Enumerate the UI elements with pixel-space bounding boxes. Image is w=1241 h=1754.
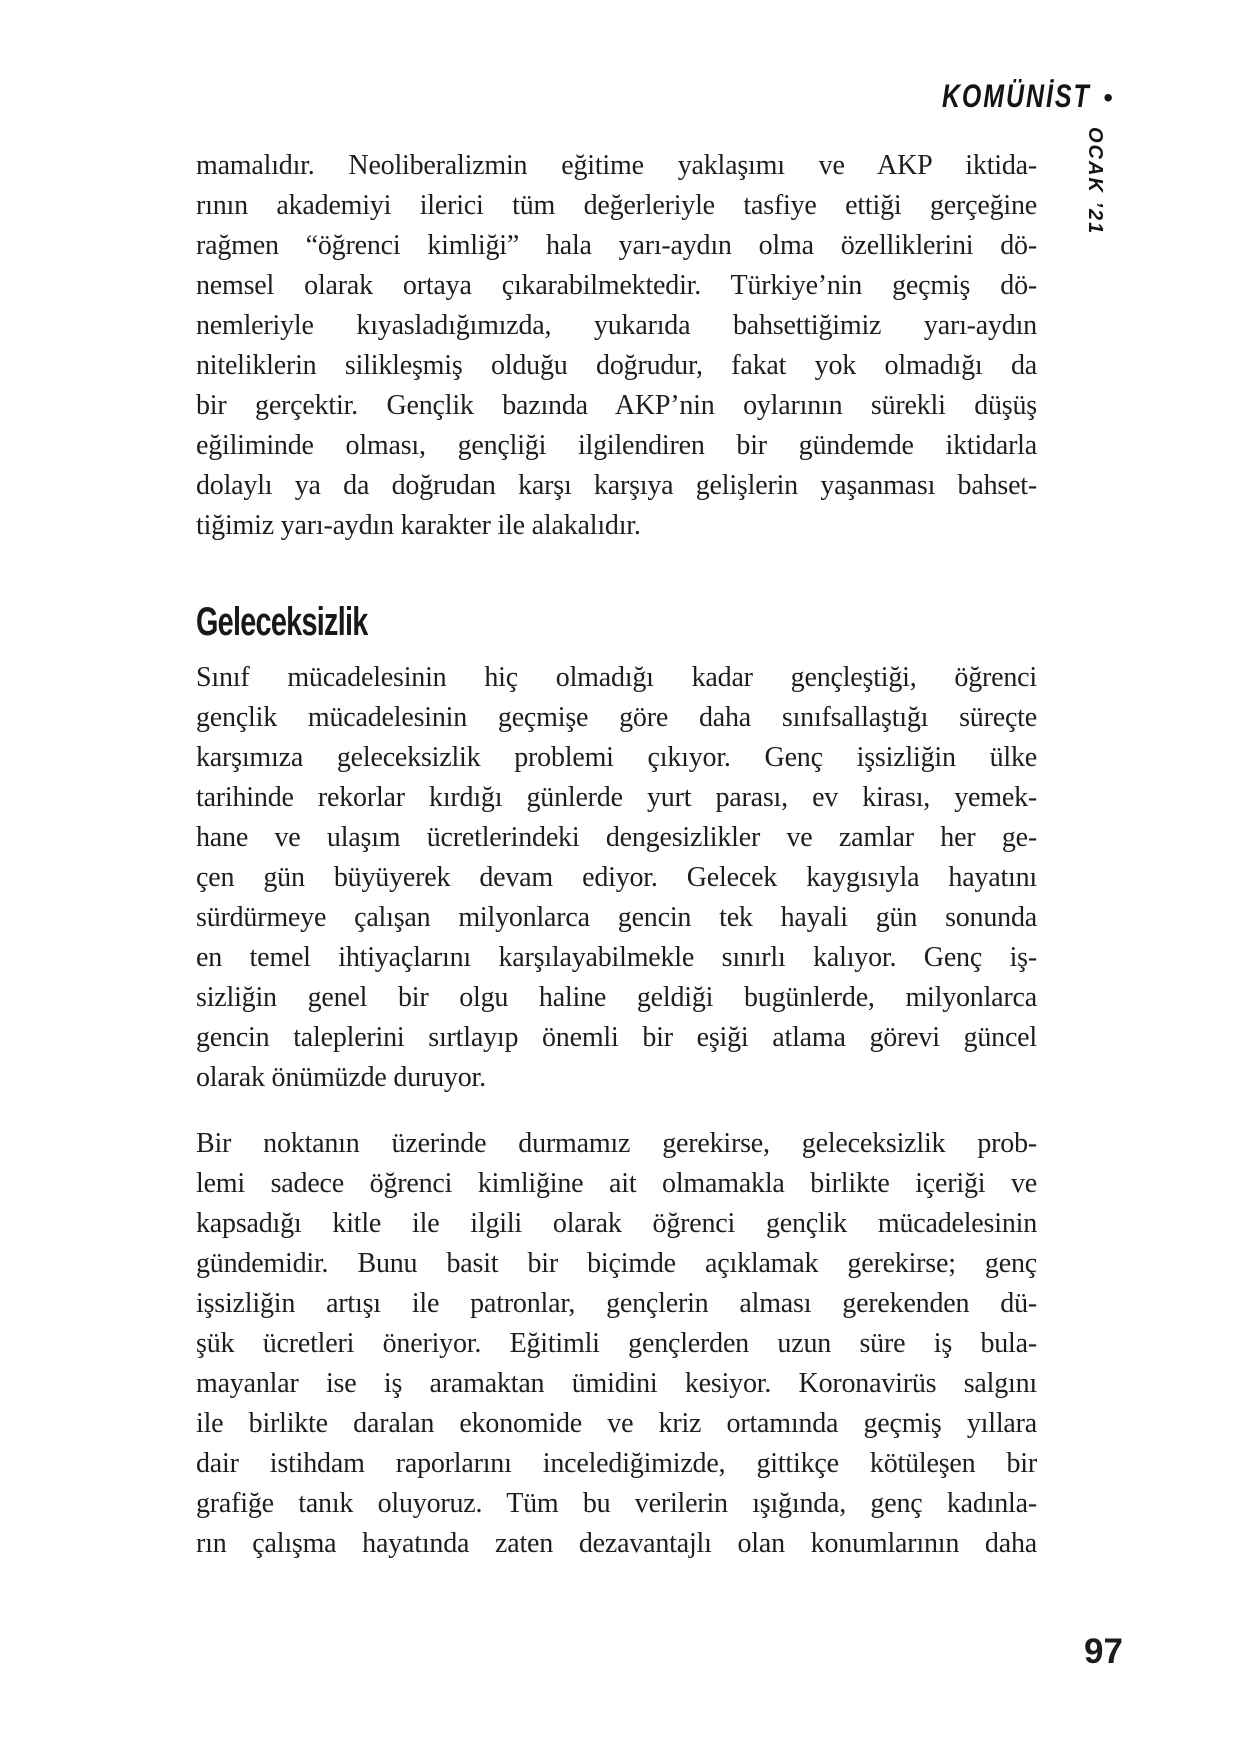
text-line: grafiğe tanık oluyoruz. Tüm bu verilerin ışığında, genç kadınla- [196, 1488, 1037, 1519]
text-line: olarak önümüzde duruyor. [196, 1062, 486, 1093]
paragraph [196, 146, 1037, 546]
text-line: hane ve ulaşım ücretlerindeki dengesizlikler ve zamlar her ge- [196, 822, 1037, 853]
text-line: gençlik mücadelesinin geçmişe göre daha sınıfsallaştığı süreçte [196, 702, 1037, 733]
text-line: şük ücretleri öneriyor. Eğitimli gençlerden uzun süre iş bula- [196, 1328, 1037, 1359]
text-line: rının akademiyi ilerici tüm değerleriyle tasfiye ettiği gerçeğine [196, 190, 1037, 221]
text-line: Bir noktanın üzerinde durmamız gerekirse, geleceksizlik prob- [196, 1128, 1037, 1159]
text-line: dolaylı ya da doğrudan karşı karşıya gelişlerin yaşanması bahset- [196, 470, 1037, 501]
issue-date-vertical: OCAK ’21 [1084, 127, 1106, 236]
text-line: ile birlikte daralan ekonomide ve kriz ortamında geçmiş yıllara [196, 1408, 1037, 1439]
text-line: kapsadığı kitle ile ilgili olarak öğrenci gençlik mücadelesinin [196, 1208, 1037, 1239]
text-line: niteliklerin silikleşmiş olduğu doğrudur, fakat yok olmadığı da [196, 350, 1037, 381]
text-line: karşımıza geleceksizlik problemi çıkıyor. Genç işsizliğin ülke [196, 742, 1037, 773]
bullet-separator-icon: • [1103, 81, 1113, 113]
text-line: sürdürmeye çalışan milyonlarca gencin tek hayali gün sonunda [196, 902, 1037, 933]
text-line: Sınıf mücadelesinin hiç olmadığı kadar gençleştiği, öğrenci [196, 662, 1037, 693]
paragraph [196, 658, 1037, 1098]
text-line: gencin taleplerini sırtlayıp önemli bir eşiği atlama görevi güncel [196, 1022, 1037, 1053]
text-line: gündemidir. Bunu basit bir biçimde açıklamak gerekirse; genç [196, 1248, 1037, 1279]
running-header [900, 78, 1113, 115]
text-line: sizliğin genel bir olgu haline geldiği bugünlerde, milyonlarca [196, 982, 1037, 1013]
text-line: en temel ihtiyaçlarını karşılayabilmekle sınırlı kalıyor. Genç iş- [196, 942, 1037, 973]
article-body [196, 146, 1037, 1590]
page-number: 97 [1084, 1632, 1123, 1671]
text-line: işsizliğin artışı ile patronlar, gençlerin alması gerekenden dü- [196, 1288, 1037, 1319]
text-line: eğiliminde olması, gençliği ilgilendiren bir gündemde iktidarla [196, 430, 1037, 461]
text-line: mayanlar ise iş aramaktan ümidini kesiyor. Koronavirüs salgını [196, 1368, 1037, 1399]
section-heading: Geleceksizlik [196, 600, 368, 644]
text-line: bir gerçektir. Gençlik bazında AKP’nin oylarının sürekli düşüş [196, 390, 1037, 421]
text-line: mamalıdır. Neoliberalizmin eğitime yaklaşımı ve AKP iktida- [196, 150, 1037, 181]
text-line: tiğimiz yarı-aydın karakter ile alakalıdır. [196, 510, 641, 541]
text-line: tarihinde rekorlar kırdığı günlerde yurt parası, ev kirası, yemek- [196, 782, 1037, 813]
text-line: lemi sadece öğrenci kimliğine ait olmamakla birlikte içeriği ve [196, 1168, 1037, 1199]
paragraph [196, 1124, 1037, 1564]
text-line: çen gün büyüyerek devam ediyor. Gelecek kaygısıyla hayatını [196, 862, 1037, 893]
text-line: rın çalışma hayatında zaten dezavantajlı olan konumlarının daha [196, 1528, 1037, 1559]
text-line: dair istihdam raporlarını incelediğimizde, gittikçe kötüleşen bir [196, 1448, 1037, 1479]
text-line: nemsel olarak ortaya çıkarabilmektedir. Türkiye’nin geçmiş dö- [196, 270, 1037, 301]
magazine-title: KOMÜNİST [941, 78, 1091, 114]
text-line: rağmen “öğrenci kimliği” hala yarı-aydın olma özelliklerini dö- [196, 230, 1037, 261]
text-line: nemleriyle kıyasladığımızda, yukarıda bahsettiğimiz yarı-aydın [196, 310, 1037, 341]
